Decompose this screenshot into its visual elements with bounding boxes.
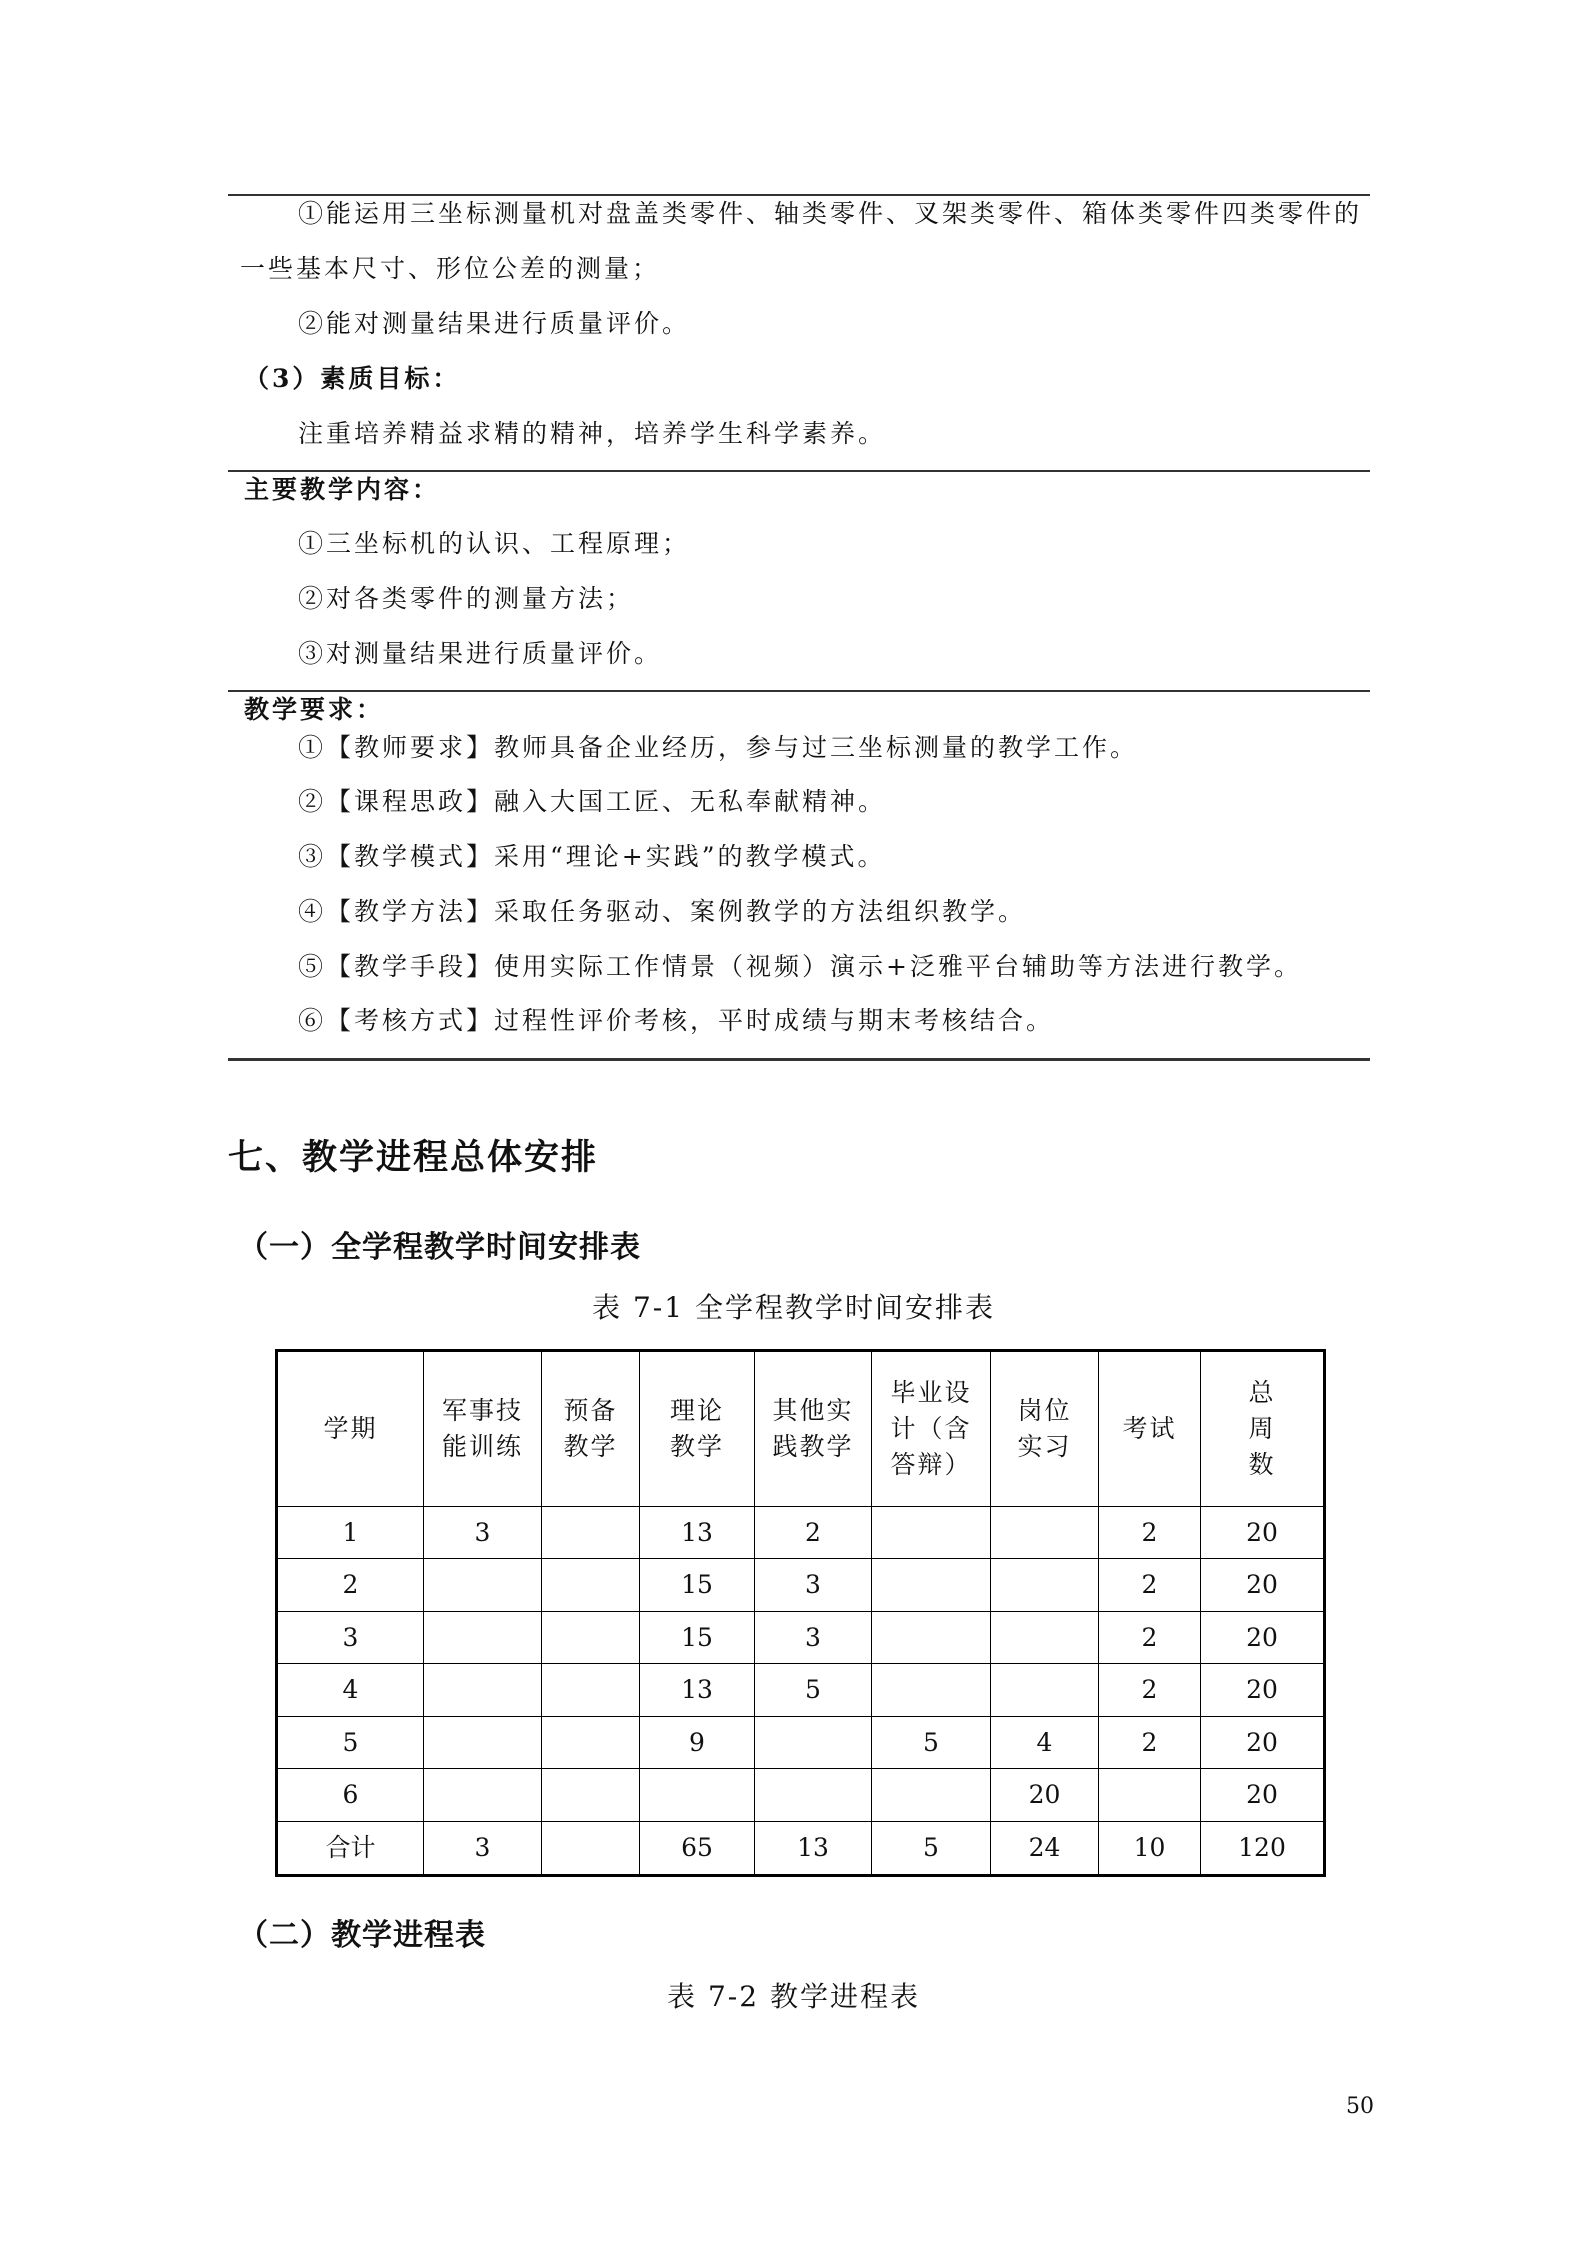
table-cell: 20	[1201, 1507, 1325, 1559]
table-cell	[424, 1769, 542, 1821]
table-cell: 20	[1201, 1664, 1325, 1716]
content-item-3: ③对测量结果进行质量评价。	[298, 639, 663, 668]
table-cell	[542, 1769, 640, 1821]
subsection-1-title: （一）全学程教学时间安排表	[238, 1230, 641, 1265]
table-cell	[424, 1664, 542, 1716]
table-cell: 15	[640, 1611, 755, 1663]
table-cell	[755, 1716, 872, 1768]
table-row	[277, 1559, 1325, 1611]
table-cell	[424, 1559, 542, 1611]
table-cell	[542, 1664, 640, 1716]
table-cell: 20	[991, 1769, 1099, 1821]
table-cell: 2	[277, 1559, 424, 1611]
table-cell: 4	[991, 1716, 1099, 1768]
table-cell: 2	[1099, 1664, 1201, 1716]
table-cell: 2	[1099, 1716, 1201, 1768]
header-preparatory: 预备 教学	[542, 1351, 640, 1507]
table-cell: 1	[277, 1507, 424, 1559]
table-cell: 2	[1099, 1559, 1201, 1611]
table-cell	[991, 1664, 1099, 1716]
table-row	[277, 1664, 1325, 1716]
skill-line-2: 一些基本尺寸、形位公差的测量；	[240, 254, 661, 283]
table-cell: 3	[277, 1611, 424, 1663]
table-cell	[542, 1611, 640, 1663]
content-item-2: ②对各类零件的测量方法；	[298, 584, 635, 613]
table-row	[277, 1821, 1325, 1875]
table-cell	[991, 1507, 1099, 1559]
table-cell: 13	[755, 1821, 872, 1875]
header-internship: 岗位 实习	[991, 1351, 1099, 1507]
header-exam: 考试	[1099, 1351, 1201, 1507]
table-cell	[991, 1611, 1099, 1663]
table-cell: 2	[1099, 1611, 1201, 1663]
requirements-rule	[228, 690, 1370, 692]
table-cell	[872, 1769, 991, 1821]
table-cell	[542, 1821, 640, 1875]
bottom-rule	[228, 1058, 1370, 1061]
quality-heading: （3）素质目标：	[244, 364, 461, 393]
table-cell: 6	[277, 1769, 424, 1821]
table-cell: 13	[640, 1664, 755, 1716]
section-title: 七、教学进程总体安排	[228, 1138, 599, 1178]
subsection-2-title: （二）教学进程表	[238, 1918, 486, 1953]
table-cell: 9	[640, 1716, 755, 1768]
table-cell: 3	[755, 1559, 872, 1611]
table-cell	[542, 1716, 640, 1768]
table-cell	[424, 1716, 542, 1768]
requirement-item-4: ④【教学方法】采取任务驱动、案例教学的方法组织教学。	[298, 897, 1027, 926]
table-cell: 4	[277, 1664, 424, 1716]
requirement-item-3: ③【教学模式】采用“理论+实践”的教学模式。	[298, 842, 886, 871]
top-rule	[228, 194, 1370, 196]
table-cell: 24	[991, 1821, 1099, 1875]
header-other-practice: 其他实 践教学	[755, 1351, 872, 1507]
table-cell: 20	[1201, 1769, 1325, 1821]
table-cell: 20	[1201, 1716, 1325, 1768]
header-military-training: 军事技 能训练	[424, 1351, 542, 1507]
table-cell: 20	[1201, 1611, 1325, 1663]
table-cell: 2	[1099, 1507, 1201, 1559]
requirement-item-5: ⑤【教学手段】使用实际工作情景（视频）演示+泛雅平台辅助等方法进行教学。	[298, 952, 1302, 981]
content-item-1: ①三坐标机的认识、工程原理；	[298, 529, 691, 558]
requirement-item-1: ①【教师要求】教师具备企业经历，参与过三坐标测量的教学工作。	[298, 733, 1139, 762]
skill-line-3: ②能对测量结果进行质量评价。	[298, 309, 691, 338]
teaching-time-table	[275, 1349, 1326, 1877]
table-row	[277, 1716, 1325, 1768]
table-cell	[424, 1611, 542, 1663]
requirement-item-2: ②【课程思政】融入大国工匠、无私奉献精神。	[298, 787, 887, 816]
table-cell	[872, 1611, 991, 1663]
table-cell	[542, 1559, 640, 1611]
table-cell	[755, 1769, 872, 1821]
page-number: 50	[1346, 2094, 1374, 2119]
quality-text: 注重培养精益求精的精神，培养学生科学素养。	[298, 419, 887, 448]
table-row	[277, 1769, 1325, 1821]
table-cell	[542, 1507, 640, 1559]
table-cell	[872, 1559, 991, 1611]
table-cell: 15	[640, 1559, 755, 1611]
table-cell: 3	[424, 1821, 542, 1875]
table-row	[277, 1611, 1325, 1663]
table-cell: 10	[1099, 1821, 1201, 1875]
table-cell: 20	[1201, 1559, 1325, 1611]
table2-caption: 表 7-2 教学进程表	[667, 1980, 920, 2013]
table-cell: 5	[277, 1716, 424, 1768]
table-row	[277, 1507, 1325, 1559]
header-theory: 理论 教学	[640, 1351, 755, 1507]
header-semester: 学期	[277, 1351, 424, 1507]
skill-line-1: ①能运用三坐标测量机对盘盖类零件、轴类零件、叉架类零件、箱体类零件四类零件的	[298, 199, 1363, 228]
table-cell: 120	[1201, 1821, 1325, 1875]
table-cell: 5	[872, 1716, 991, 1768]
requirements-heading: 教学要求：	[244, 695, 385, 724]
table-cell: 5	[755, 1664, 872, 1716]
table-cell	[1099, 1769, 1201, 1821]
table-cell	[872, 1664, 991, 1716]
table-cell: 合计	[277, 1821, 424, 1875]
table-cell: 3	[424, 1507, 542, 1559]
table-cell: 5	[872, 1821, 991, 1875]
table-header-row	[277, 1351, 1325, 1507]
content-heading: 主要教学内容：	[244, 475, 441, 504]
table-cell	[872, 1507, 991, 1559]
header-total-weeks: 总 周 数	[1201, 1351, 1325, 1507]
table1-caption: 表 7-1 全学程教学时间安排表	[592, 1291, 995, 1324]
table-cell: 3	[755, 1611, 872, 1663]
header-graduation-design: 毕业设 计（含 答辩）	[872, 1351, 991, 1507]
requirement-item-6: ⑥【考核方式】过程性评价考核，平时成绩与期末考核结合。	[298, 1006, 1055, 1035]
table-cell	[991, 1559, 1099, 1611]
table-cell	[640, 1769, 755, 1821]
content-rule	[228, 470, 1370, 472]
table-cell: 2	[755, 1507, 872, 1559]
table-cell: 13	[640, 1507, 755, 1559]
table-cell: 65	[640, 1821, 755, 1875]
